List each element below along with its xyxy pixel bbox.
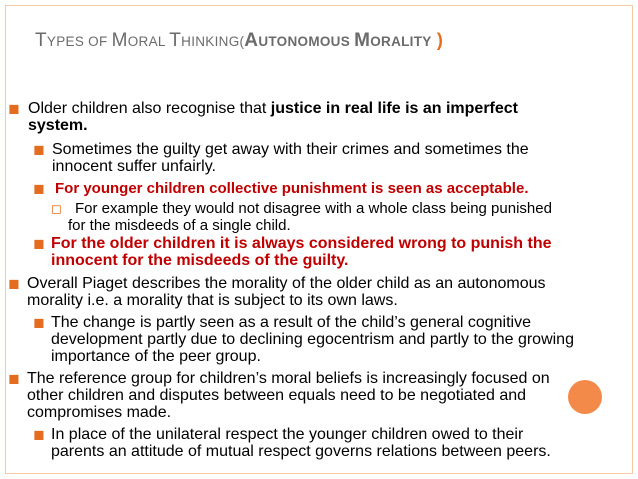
bullet-4-line1: For example they would not disagree with a whole class being punished	[75, 200, 552, 217]
square-bullet-icon: ◼	[33, 314, 45, 330]
bullet-2-line2: innocent suffer unfairly.	[52, 158, 216, 175]
bullet-8-line2: other children and disputes between equals need to be negotiated and	[27, 387, 527, 404]
bullet-4-line2: for the misdeeds of a single child.	[68, 217, 291, 234]
square-bullet-icon: ◼	[33, 426, 45, 442]
square-bullet-icon: ◼	[33, 141, 45, 157]
bullet-8-line3: compromises made.	[27, 404, 172, 421]
bullet-1-line2: system.	[28, 117, 88, 134]
title-cap-2: M	[111, 30, 128, 51]
title-rest-2: ORAL	[127, 34, 170, 49]
square-bullet-icon: ◼	[8, 275, 20, 291]
decorative-circle	[568, 380, 602, 414]
bullet-9-line2: parents an attitude of mutual respect governs relations between peers.	[51, 443, 551, 460]
square-bullet-icon: ◼	[33, 235, 45, 251]
bullet-1-line1-bold: justice in real life is an imperfect	[270, 100, 518, 117]
title-bold-cap-1: A	[244, 30, 259, 51]
square-bullet-icon: ◼	[8, 100, 20, 116]
bullet-6-line2: morality i.e. a morality that is subject to its own laws.	[27, 292, 398, 309]
bullet-7-line2: development partly due to declining egocentrism and partly to the growing	[51, 331, 574, 348]
bullet-7-line1: The change is partly seen as a result of the child’s general cognitive	[51, 314, 531, 331]
bullet-8-line1: The reference group for children’s moral beliefs is increasingly focused on	[27, 370, 550, 387]
bullet-3-line1: For younger children collective punishment is seen as acceptable.	[55, 180, 529, 197]
bullet-2-line1: Sometimes the guilty get away with their crimes and sometimes the	[52, 141, 529, 158]
title-close: )	[431, 30, 444, 50]
title-cap-1: T	[35, 30, 47, 51]
bullet-5-line1: For the older children it is always considered wrong to punish the	[51, 235, 552, 252]
title-bold-cap-2: M	[354, 30, 371, 51]
title-rest-3: HINKING(	[181, 34, 245, 49]
bullet-6-line1: Overall Piaget describes the morality of the older child as an autonomous	[27, 275, 546, 292]
bullet-9-line1: In place of the unilateral respect the younger children owed to their	[51, 426, 524, 443]
title-rest-1: YPES OF	[46, 34, 112, 49]
square-bullet-icon: ◼	[33, 180, 45, 196]
bullet-7-line3: importance of the peer group.	[51, 348, 261, 365]
square-bullet-icon: ◼	[8, 370, 20, 386]
title-bold-rest-1: UTONOMOUS	[258, 34, 355, 49]
title-bold-rest-2: ORALITY	[370, 34, 432, 49]
bullet-5-line2: innocent for the misdeeds of the guilty.	[51, 252, 349, 269]
hollow-square-bullet-icon: ◻	[51, 201, 62, 216]
bullet-1-line1-plain: Older children also recognise that	[28, 100, 271, 117]
title-cap-3: T	[169, 30, 182, 51]
